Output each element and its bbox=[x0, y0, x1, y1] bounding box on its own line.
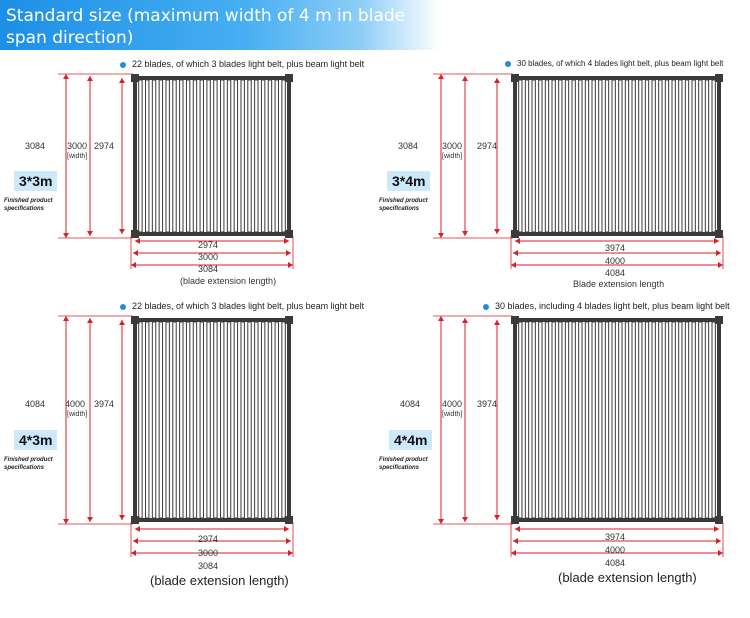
blade bbox=[186, 80, 189, 232]
left-beam bbox=[133, 318, 137, 522]
blade bbox=[275, 322, 278, 518]
blade bbox=[552, 322, 555, 518]
blade-note: 22 blades, of which 3 blades light belt, plus beam light belt bbox=[120, 301, 364, 311]
height-mid-sub-label: [width] bbox=[442, 411, 463, 418]
corner-post bbox=[511, 74, 519, 82]
corner-post bbox=[715, 230, 723, 238]
arrow-head bbox=[63, 233, 69, 238]
height-mid-sub-label: [width] bbox=[67, 411, 88, 418]
height-inner-label: 3974 bbox=[94, 399, 115, 409]
corner-post bbox=[131, 230, 139, 238]
arrow-head bbox=[135, 238, 140, 244]
blade bbox=[685, 80, 688, 232]
blade bbox=[214, 322, 217, 518]
blade-extension-label: Blade extension length bbox=[573, 279, 665, 289]
panel-4x4 bbox=[375, 297, 745, 597]
blade bbox=[275, 80, 278, 232]
blade bbox=[705, 322, 708, 518]
blade bbox=[692, 80, 695, 232]
arrow-head bbox=[718, 262, 723, 268]
bottom-beam bbox=[133, 232, 291, 236]
blade bbox=[585, 322, 588, 518]
arrow-head bbox=[284, 238, 289, 244]
pergola-diagram bbox=[0, 297, 370, 582]
corner-post bbox=[511, 230, 519, 238]
blade bbox=[665, 80, 668, 232]
blade bbox=[619, 80, 622, 232]
arrow-head bbox=[286, 250, 291, 256]
height-mid-label: 3000 bbox=[442, 141, 463, 151]
arrow-head bbox=[511, 262, 516, 268]
height-inner-label: 2974 bbox=[94, 141, 115, 151]
top-beam bbox=[133, 76, 291, 80]
arrow-head bbox=[515, 526, 520, 532]
blade bbox=[565, 80, 568, 232]
arrow-head bbox=[288, 262, 293, 268]
width-inner-label: 2974 bbox=[198, 240, 219, 250]
blade bbox=[699, 80, 702, 232]
blade-note: 30 blades, of which 4 blades light belt, plus beam light belt bbox=[505, 59, 723, 68]
blade bbox=[572, 322, 575, 518]
blade bbox=[625, 80, 628, 232]
arrow-head bbox=[494, 515, 500, 520]
arrow-head bbox=[63, 74, 69, 79]
blade bbox=[712, 322, 715, 518]
blade bbox=[146, 80, 149, 232]
arrow-head bbox=[63, 316, 69, 321]
arrow-head bbox=[131, 262, 136, 268]
bottom-beam bbox=[513, 232, 721, 236]
blade bbox=[241, 80, 244, 232]
blade bbox=[679, 322, 682, 518]
blade bbox=[221, 322, 224, 518]
arrow-head bbox=[716, 538, 721, 544]
blade bbox=[559, 80, 562, 232]
blade bbox=[152, 80, 155, 232]
arrow-head bbox=[87, 231, 93, 236]
blade bbox=[672, 322, 675, 518]
blade bbox=[645, 80, 648, 232]
top-beam bbox=[513, 318, 721, 322]
blade bbox=[234, 80, 237, 232]
pergola-diagram bbox=[0, 55, 370, 300]
blade bbox=[619, 322, 622, 518]
blade bbox=[552, 80, 555, 232]
width-inner-label: 3974 bbox=[605, 243, 626, 253]
arrow-head bbox=[513, 250, 518, 256]
width-mid-label: 3000 bbox=[198, 548, 219, 558]
corner-post bbox=[715, 316, 723, 324]
blade bbox=[639, 322, 642, 518]
pergola-diagram bbox=[375, 297, 745, 582]
blade bbox=[268, 322, 271, 518]
finished-spec-label: Finished product specifications bbox=[379, 198, 428, 212]
arrow-head bbox=[513, 538, 518, 544]
blade bbox=[282, 322, 285, 518]
arrow-head bbox=[438, 316, 444, 321]
blade bbox=[139, 322, 142, 518]
width-inner-label: 2974 bbox=[198, 534, 219, 544]
blade bbox=[605, 322, 608, 518]
blade bbox=[692, 322, 695, 518]
blade bbox=[592, 80, 595, 232]
width-outer-label: 4084 bbox=[605, 268, 626, 278]
blade bbox=[186, 322, 189, 518]
size-badge: 3*4m bbox=[387, 171, 430, 191]
width-mid-label: 4000 bbox=[605, 545, 626, 555]
arrow-head bbox=[714, 238, 719, 244]
top-beam bbox=[133, 318, 291, 322]
size-badge: 4*3m bbox=[14, 430, 57, 450]
finished-spec-label: Finished product specifications bbox=[379, 457, 428, 471]
blade bbox=[261, 322, 264, 518]
height-outer-label: 3084 bbox=[25, 141, 46, 151]
blade bbox=[532, 80, 535, 232]
blade bbox=[146, 322, 149, 518]
blade bbox=[221, 80, 224, 232]
blade bbox=[659, 80, 662, 232]
blade bbox=[214, 80, 217, 232]
blade bbox=[159, 80, 162, 232]
arrow-head bbox=[286, 538, 291, 544]
arrow-head bbox=[87, 318, 93, 323]
arrow-head bbox=[438, 519, 444, 524]
blade bbox=[699, 322, 702, 518]
left-beam bbox=[513, 76, 517, 236]
blade bbox=[241, 322, 244, 518]
blade bbox=[207, 322, 210, 518]
right-beam bbox=[717, 318, 721, 522]
left-beam bbox=[513, 318, 517, 522]
blade bbox=[193, 80, 196, 232]
corner-post bbox=[285, 74, 293, 82]
blade bbox=[519, 80, 522, 232]
height-mid-sub-label: [width] bbox=[67, 153, 88, 160]
blade bbox=[559, 322, 562, 518]
arrow-head bbox=[131, 550, 136, 556]
blade bbox=[632, 80, 635, 232]
width-outer-label: 3084 bbox=[198, 264, 219, 274]
arrow-head bbox=[87, 76, 93, 81]
blade-extension-label: (blade extension length) bbox=[180, 276, 277, 286]
blade bbox=[261, 80, 264, 232]
blade bbox=[639, 80, 642, 232]
blade bbox=[579, 80, 582, 232]
corner-post bbox=[285, 230, 293, 238]
height-mid-label: 4000 bbox=[65, 399, 86, 409]
bottom-beam bbox=[513, 518, 721, 522]
blade bbox=[200, 322, 203, 518]
blade bbox=[227, 322, 230, 518]
blade bbox=[659, 322, 662, 518]
arrow-head bbox=[718, 550, 723, 556]
corner-post bbox=[131, 316, 139, 324]
blade bbox=[139, 80, 142, 232]
corner-post bbox=[131, 74, 139, 82]
height-mid-label: 3000 bbox=[67, 141, 88, 151]
blade bbox=[672, 80, 675, 232]
corner-post bbox=[285, 316, 293, 324]
arrow-head bbox=[494, 320, 500, 325]
blade bbox=[585, 80, 588, 232]
arrow-head bbox=[462, 231, 468, 236]
blade bbox=[625, 322, 628, 518]
size-badge: 3*3m bbox=[14, 171, 57, 191]
blade bbox=[652, 80, 655, 232]
arrow-head bbox=[63, 519, 69, 524]
arrow-head bbox=[284, 526, 289, 532]
blade bbox=[539, 322, 542, 518]
blade bbox=[612, 322, 615, 518]
blade bbox=[665, 322, 668, 518]
arrow-head bbox=[438, 233, 444, 238]
height-outer-label: 3084 bbox=[398, 141, 419, 151]
arrow-head bbox=[133, 538, 138, 544]
blade bbox=[612, 80, 615, 232]
corner-post bbox=[511, 316, 519, 324]
width-outer-label: 3084 bbox=[198, 561, 219, 571]
blade bbox=[255, 80, 258, 232]
corner-post bbox=[715, 74, 723, 82]
blade bbox=[255, 322, 258, 518]
width-outer-label: 4084 bbox=[605, 558, 626, 568]
bottom-beam bbox=[133, 518, 291, 522]
blade bbox=[525, 80, 528, 232]
blade bbox=[632, 322, 635, 518]
blade-extension-label: (blade extension length) bbox=[558, 570, 697, 585]
blade bbox=[268, 80, 271, 232]
blade bbox=[200, 80, 203, 232]
height-mid-sub-label: [width] bbox=[442, 153, 463, 160]
blade bbox=[599, 322, 602, 518]
blade bbox=[565, 322, 568, 518]
arrow-head bbox=[87, 517, 93, 522]
arrow-head bbox=[494, 229, 500, 234]
arrow-head bbox=[135, 526, 140, 532]
blade bbox=[180, 322, 183, 518]
page-title: Standard size (maximum width of 4 m in blade span direction) bbox=[6, 6, 406, 48]
title-banner bbox=[0, 0, 440, 50]
panel-4x3 bbox=[0, 297, 370, 597]
blade bbox=[180, 80, 183, 232]
right-beam bbox=[287, 318, 291, 522]
blade bbox=[652, 322, 655, 518]
blade bbox=[152, 322, 155, 518]
blade bbox=[572, 80, 575, 232]
right-beam bbox=[287, 76, 291, 236]
blade bbox=[248, 322, 251, 518]
arrow-head bbox=[119, 229, 125, 234]
blade bbox=[282, 80, 285, 232]
arrow-head bbox=[288, 550, 293, 556]
blade bbox=[173, 80, 176, 232]
blade bbox=[207, 80, 210, 232]
arrow-head bbox=[462, 517, 468, 522]
arrow-head bbox=[714, 526, 719, 532]
blade bbox=[166, 322, 169, 518]
arrow-head bbox=[515, 238, 520, 244]
arrow-head bbox=[494, 78, 500, 83]
right-beam bbox=[717, 76, 721, 236]
blade bbox=[685, 322, 688, 518]
arrow-head bbox=[119, 78, 125, 83]
height-inner-label: 3974 bbox=[477, 399, 498, 409]
corner-post bbox=[715, 516, 723, 524]
blade bbox=[705, 80, 708, 232]
corner-post bbox=[511, 516, 519, 524]
width-mid-label: 4000 bbox=[605, 256, 626, 266]
arrow-head bbox=[511, 550, 516, 556]
arrow-head bbox=[462, 318, 468, 323]
blade bbox=[193, 322, 196, 518]
arrow-head bbox=[133, 250, 138, 256]
arrow-head bbox=[119, 320, 125, 325]
height-mid-label: 4000 bbox=[442, 399, 463, 409]
size-badge: 4*4m bbox=[389, 430, 432, 450]
arrow-head bbox=[438, 74, 444, 79]
corner-post bbox=[131, 516, 139, 524]
blade bbox=[679, 80, 682, 232]
blade bbox=[599, 80, 602, 232]
blade bbox=[532, 322, 535, 518]
height-outer-label: 4084 bbox=[400, 399, 421, 409]
blade-note: 22 blades, of which 3 blades light belt, plus beam light belt bbox=[120, 59, 364, 69]
height-inner-label: 2974 bbox=[477, 141, 498, 151]
blade bbox=[166, 80, 169, 232]
blade-extension-label: (blade extension length) bbox=[150, 573, 289, 588]
left-beam bbox=[133, 76, 137, 236]
width-inner-label: 3974 bbox=[605, 532, 626, 542]
blade bbox=[712, 80, 715, 232]
blade-note: 30 blades, including 4 blades light belt, plus beam light belt bbox=[483, 301, 730, 311]
top-beam bbox=[513, 76, 721, 80]
blade bbox=[645, 322, 648, 518]
blade bbox=[173, 322, 176, 518]
arrow-head bbox=[716, 250, 721, 256]
blade bbox=[539, 80, 542, 232]
arrow-head bbox=[119, 515, 125, 520]
arrow-head bbox=[462, 76, 468, 81]
blade bbox=[579, 322, 582, 518]
blade bbox=[592, 322, 595, 518]
finished-spec-label: Finished product specifications bbox=[4, 457, 53, 471]
pergola-diagram bbox=[375, 55, 745, 300]
corner-post bbox=[285, 516, 293, 524]
blade bbox=[227, 80, 230, 232]
blade bbox=[545, 80, 548, 232]
blade bbox=[545, 322, 548, 518]
blade bbox=[605, 80, 608, 232]
blade bbox=[159, 322, 162, 518]
width-mid-label: 3000 bbox=[198, 252, 219, 262]
blade bbox=[519, 322, 522, 518]
height-outer-label: 4084 bbox=[25, 399, 46, 409]
blade bbox=[234, 322, 237, 518]
blade bbox=[525, 322, 528, 518]
finished-spec-label: Finished product specifications bbox=[4, 198, 53, 212]
blade bbox=[248, 80, 251, 232]
